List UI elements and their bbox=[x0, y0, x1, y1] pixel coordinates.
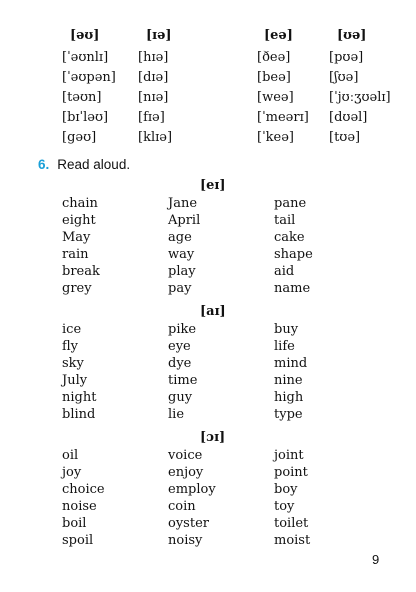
word: enjoy bbox=[168, 465, 204, 480]
phonetic-row bbox=[60, 90, 390, 110]
word: ice bbox=[62, 322, 82, 337]
phonetic-header: [ʊə] bbox=[337, 28, 367, 43]
word-row bbox=[62, 213, 362, 230]
word-list bbox=[62, 448, 362, 550]
word-row bbox=[62, 264, 362, 281]
word: age bbox=[168, 230, 192, 245]
word: nine bbox=[274, 373, 303, 388]
word: lie bbox=[168, 407, 185, 422]
word: boy bbox=[274, 482, 298, 497]
word-row bbox=[62, 356, 362, 373]
word: voice bbox=[168, 448, 203, 463]
transcription: [ˈəʊnlɪ] bbox=[62, 50, 109, 65]
word: moist bbox=[274, 533, 311, 548]
word-row bbox=[62, 465, 362, 482]
section-heading: [aɪ] bbox=[200, 304, 226, 319]
exercise-number: 6. bbox=[38, 157, 50, 172]
phonetic-table bbox=[60, 28, 390, 150]
word: July bbox=[62, 373, 88, 388]
section-heading: [ɔɪ] bbox=[200, 430, 226, 445]
word: way bbox=[168, 247, 195, 262]
word: rain bbox=[62, 247, 89, 262]
word-row bbox=[62, 322, 362, 339]
phonetic-header: [ɪə] bbox=[146, 28, 172, 43]
page-number: 9 bbox=[372, 552, 380, 567]
word: oil bbox=[62, 448, 79, 463]
phonetic-header: [eə] bbox=[264, 28, 293, 43]
transcription: [pʊə] bbox=[329, 50, 364, 65]
word: night bbox=[62, 390, 97, 405]
word-row bbox=[62, 390, 362, 407]
word: pike bbox=[168, 322, 197, 337]
transcription: [klɪə] bbox=[138, 130, 173, 145]
word-row bbox=[62, 407, 362, 424]
transcription: [ðeə] bbox=[257, 50, 291, 65]
word: sky bbox=[62, 356, 84, 371]
word: buy bbox=[274, 322, 299, 337]
word: choice bbox=[62, 482, 105, 497]
word-row bbox=[62, 448, 362, 465]
word: break bbox=[62, 264, 100, 279]
transcription: [weə] bbox=[257, 90, 294, 105]
word-row bbox=[62, 482, 362, 499]
word: boil bbox=[62, 516, 87, 531]
word: May bbox=[62, 230, 91, 245]
word: eight bbox=[62, 213, 96, 228]
word: blind bbox=[62, 407, 96, 422]
word-list bbox=[62, 322, 362, 424]
word: play bbox=[168, 264, 196, 279]
word: name bbox=[274, 281, 311, 296]
word: joint bbox=[274, 448, 304, 463]
word: employ bbox=[168, 482, 216, 497]
word: noise bbox=[62, 499, 97, 514]
word-row bbox=[62, 230, 362, 247]
word-row bbox=[62, 281, 362, 298]
word: coin bbox=[168, 499, 196, 514]
word-list bbox=[62, 196, 362, 298]
word: Jane bbox=[168, 196, 198, 211]
section-heading: [eɪ] bbox=[200, 178, 226, 193]
word-row bbox=[62, 516, 362, 533]
transcription: [ˈəʊpən] bbox=[62, 70, 116, 85]
word: type bbox=[274, 407, 303, 422]
word: life bbox=[274, 339, 295, 354]
word: eye bbox=[168, 339, 191, 354]
word: mind bbox=[274, 356, 308, 371]
phonetic-header: [əʊ] bbox=[70, 28, 100, 43]
word: point bbox=[274, 465, 308, 480]
word: chain bbox=[62, 196, 98, 211]
phonetic-header-row bbox=[60, 28, 390, 50]
word: grey bbox=[62, 281, 92, 296]
transcription: [nɪə] bbox=[138, 90, 169, 105]
transcription: [ˈjʊːʒʊəlɪ] bbox=[329, 90, 391, 105]
word-row bbox=[62, 499, 362, 516]
word: time bbox=[168, 373, 198, 388]
phonetic-row bbox=[60, 50, 390, 70]
word: cake bbox=[274, 230, 305, 245]
transcription: [dɪə] bbox=[138, 70, 169, 85]
word: shape bbox=[274, 247, 313, 262]
transcription: [tʊə] bbox=[329, 130, 361, 145]
word: fly bbox=[62, 339, 79, 354]
exercise-instruction: Read aloud. bbox=[57, 157, 131, 172]
word: toy bbox=[274, 499, 295, 514]
word: spoil bbox=[62, 533, 94, 548]
transcription: [fɪə] bbox=[138, 110, 165, 125]
word-row bbox=[62, 247, 362, 264]
word: noisy bbox=[168, 533, 203, 548]
word: pane bbox=[274, 196, 307, 211]
word: joy bbox=[62, 465, 82, 480]
word: oyster bbox=[168, 516, 209, 531]
transcription: [ʃʊə] bbox=[329, 70, 359, 85]
transcription: [beə] bbox=[257, 70, 291, 85]
word-row bbox=[62, 373, 362, 390]
transcription: [gəʊ] bbox=[62, 130, 97, 145]
transcription: [bɪˈləʊ] bbox=[62, 110, 109, 125]
transcription: [hɪə] bbox=[138, 50, 169, 65]
transcription: [təʊn] bbox=[62, 90, 102, 105]
phonetic-row bbox=[60, 70, 390, 90]
word-row bbox=[62, 196, 362, 213]
transcription: [ˈmeərɪ] bbox=[257, 110, 309, 125]
word: high bbox=[274, 390, 304, 405]
transcription: [dʊəl] bbox=[329, 110, 368, 125]
word: April bbox=[168, 213, 201, 228]
phonetic-row bbox=[60, 130, 390, 150]
word: dye bbox=[168, 356, 192, 371]
word-row bbox=[62, 533, 362, 550]
word: tail bbox=[274, 213, 296, 228]
word: aid bbox=[274, 264, 295, 279]
transcription: [ˈkeə] bbox=[257, 130, 294, 145]
exercise-title bbox=[38, 157, 130, 172]
phonetic-row bbox=[60, 110, 390, 130]
word: toilet bbox=[274, 516, 309, 531]
word-row bbox=[62, 339, 362, 356]
word: pay bbox=[168, 281, 192, 296]
word: guy bbox=[168, 390, 193, 405]
